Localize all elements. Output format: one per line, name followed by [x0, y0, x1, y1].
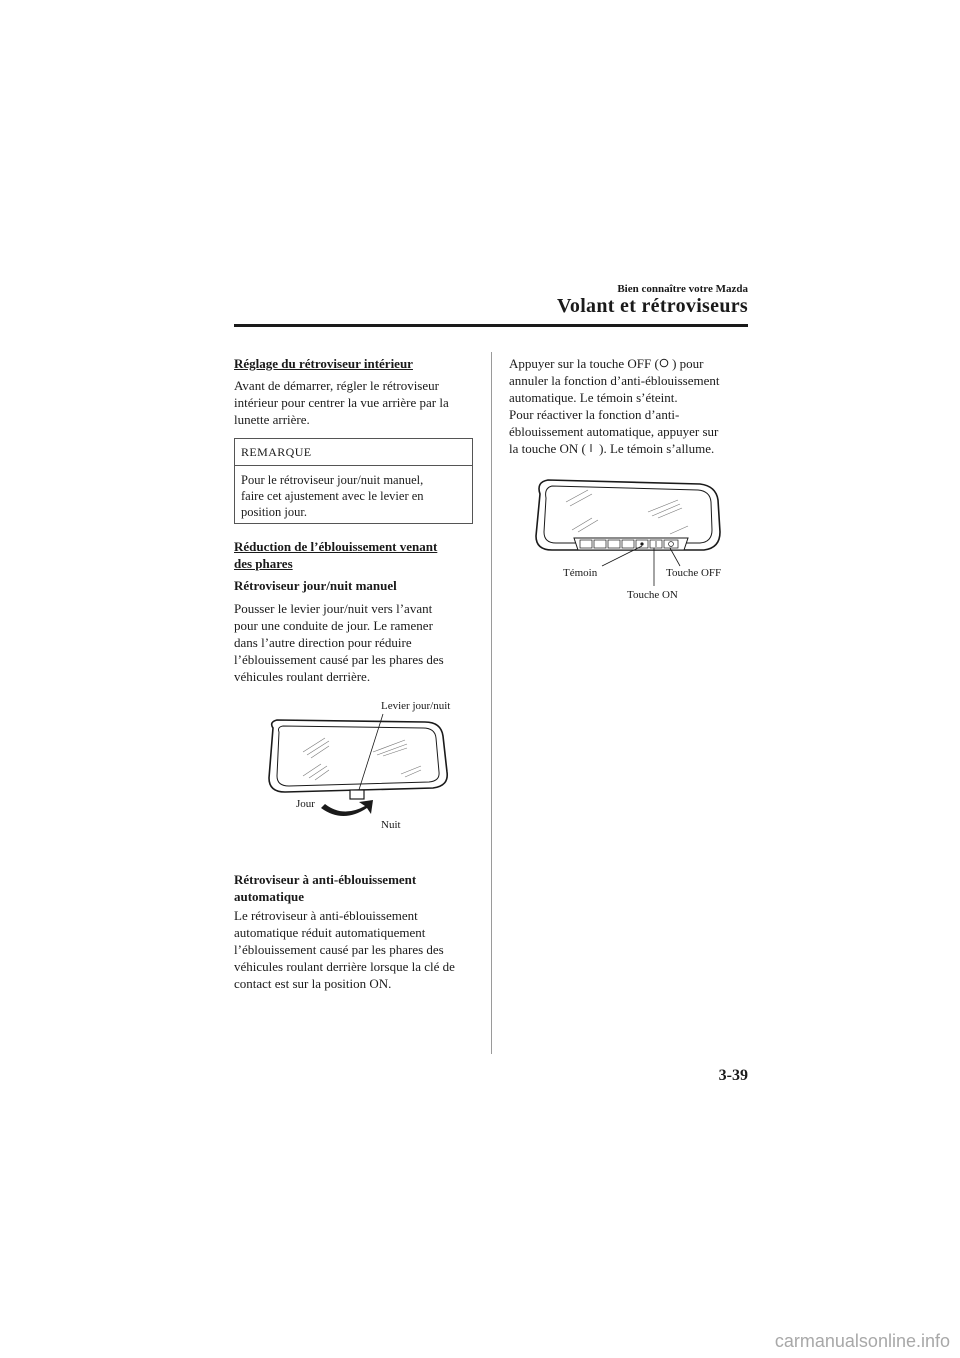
- header-subtitle: Bien connaître votre Mazda: [617, 283, 748, 295]
- page-title: Volant et rétroviseurs: [556, 295, 748, 317]
- text-line: [509, 440, 749, 457]
- text-line: pour une conduite de jour. Le ramener: [234, 618, 433, 633]
- text-line: intérieur pour centrer la vue arrière par la: [234, 395, 449, 410]
- paragraph-auto: [234, 907, 474, 992]
- text-segment: ) pour: [672, 356, 704, 371]
- indicator-led: [640, 542, 643, 545]
- paragraph-manual: [234, 600, 474, 685]
- label-off-button: Touche OFF: [666, 567, 722, 579]
- text-line: éblouissement automatique, appuyer sur: [509, 424, 719, 439]
- text-line: annuler la fonction d’anti-éblouissement: [509, 373, 720, 388]
- label-lever: Levier jour/nuit: [381, 700, 451, 712]
- manual-mirror-figure: [255, 700, 475, 840]
- text-segment: Appuyer sur la touche OFF (: [509, 356, 659, 371]
- heading-line: Rétroviseur à anti-éblouissement: [234, 872, 417, 887]
- heading-line: Réduction de l’éblouissement venant: [234, 539, 438, 554]
- text-line: contact est sur la position ON.: [234, 976, 392, 991]
- text-line: Le rétroviseur à anti-éblouissement: [234, 908, 418, 923]
- day-night-lever: [350, 790, 364, 799]
- text-line: l’éblouissement causé par les phares des: [234, 652, 444, 667]
- note-line: Pour le rétroviseur jour/nuit manuel,: [241, 473, 424, 487]
- circle-icon: [659, 358, 669, 368]
- header-rule: [234, 324, 748, 327]
- heading-line: des phares: [234, 556, 293, 571]
- heading-interior-mirror: Réglage du rétroviseur intérieur: [234, 356, 413, 371]
- text-line: lunette arrière.: [234, 412, 310, 427]
- text-line: dans l’autre direction pour réduire: [234, 635, 412, 650]
- paragraph-adjust: [234, 377, 474, 428]
- note-line: position jour.: [241, 505, 307, 519]
- text-line: automatique. Le témoin s’éteint.: [509, 390, 678, 405]
- text-line: véhicules roulant derrière lorsque la clé de: [234, 959, 455, 974]
- heading-auto-dimming: [234, 871, 474, 905]
- text-line: [509, 355, 749, 372]
- text-segment: la touche ON (: [509, 441, 586, 456]
- text-line: automatique réduit automatiquement: [234, 925, 426, 940]
- label-on-button: Touche ON: [627, 589, 678, 601]
- heading-glare-reduction: [234, 538, 474, 572]
- note-body: [235, 466, 472, 520]
- label-day: Jour: [296, 798, 315, 810]
- label-indicator: Témoin: [563, 567, 598, 579]
- page-number: 3-39: [718, 1067, 748, 1084]
- text-segment: ). Le témoin s’allume.: [599, 441, 715, 456]
- text-line: l’éblouissement causé par les phares des: [234, 942, 444, 957]
- text-line: Avant de démarrer, régler le rétroviseur: [234, 378, 439, 393]
- watermark: carmanualsonline.info: [774, 1331, 950, 1351]
- text-line: Pour réactiver la fonction d’anti-: [509, 407, 680, 422]
- paragraph-off-on: [509, 355, 749, 457]
- note-line: faire cet ajustement avec le levier en: [241, 489, 424, 503]
- heading-line: automatique: [234, 889, 305, 904]
- text-line: véhicules roulant derrière.: [234, 669, 371, 684]
- arrow-icon: [321, 800, 373, 816]
- heading-manual-mirror: Rétroviseur jour/nuit manuel: [234, 578, 397, 593]
- note-box: [234, 438, 473, 524]
- text-line: Pousser le levier jour/nuit vers l’avant: [234, 601, 433, 616]
- column-divider: [491, 352, 492, 1054]
- bar-icon: [586, 443, 596, 453]
- label-night: Nuit: [381, 819, 401, 831]
- note-title: REMARQUE: [235, 439, 472, 466]
